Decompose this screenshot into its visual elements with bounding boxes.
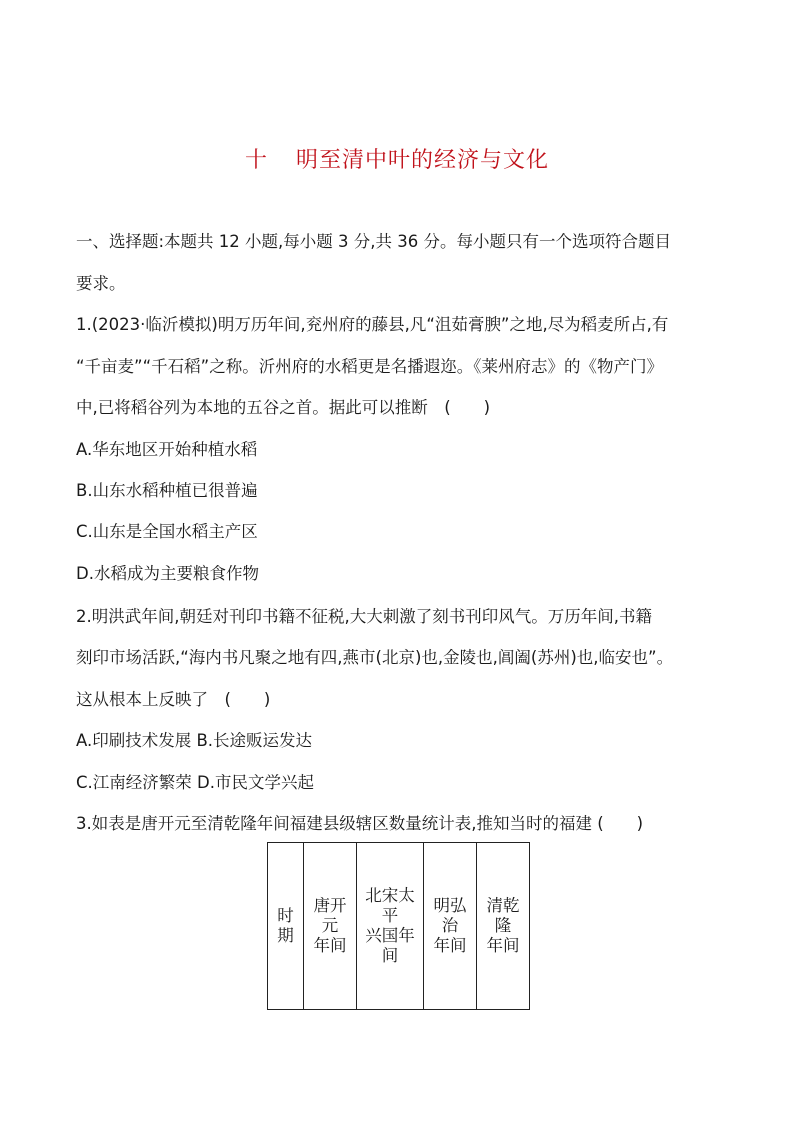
- q1-option-b: B.山东水稻种植已很普遍: [76, 481, 258, 500]
- table-header-cell: 时 期: [268, 843, 304, 1010]
- q1-option-d: D.水稻成为主要粮食作物: [76, 564, 259, 583]
- table-header-cell: 清乾 隆 年间: [477, 843, 530, 1010]
- table-header-cell: 北宋太 平 兴国年 间: [357, 843, 424, 1010]
- section-intro-line2: 要求。: [76, 274, 126, 293]
- q1-stem-line3: 中,已将稻谷列为本地的五谷之首。据此可以推断 ( ): [76, 398, 491, 417]
- q2-stem-line3: 这从根本上反映了 ( ): [76, 690, 271, 709]
- q1-stem-line1: 1.(2023·临沂模拟)明万历年间,兖州府的藤县,凡“沮茹膏腴”之地,尽为稻麦所占,有: [76, 315, 669, 334]
- q1-stem-line2: “千亩麦”“千石稻”之称。沂州府的水稻更是名播遐迩。《莱州府志》的《物产门》: [76, 357, 663, 376]
- q1-option-a: A.华东地区开始种植水稻: [76, 440, 258, 459]
- q2-stem-line1: 2.明洪武年间,朝廷对刊印书籍不征税,大大刺激了刻书刊印风气。万历年间,书籍: [76, 607, 652, 626]
- table-header-cell: 明弘 治 年间: [424, 843, 477, 1010]
- section-intro-line1: 一、选择题:本题共 12 小题,每小题 3 分,共 36 分。每小题只有一个选项符合题目: [76, 232, 672, 251]
- q2-options-cd: C.江南经济繁荣 D.市民文学兴起: [76, 773, 314, 792]
- title-number: 十: [244, 148, 268, 173]
- q3-stem: 3.如表是唐开元至清乾隆年间福建县级辖区数量统计表,推知当时的福建 ( ): [76, 814, 644, 833]
- q2-stem-line2: 刻印市场活跃,“海内书凡聚之地有四,燕市(北京)也,金陵也,阊阖(苏州)也,临安也”。: [76, 648, 674, 667]
- q1-option-c: C.山东是全国水稻主产区: [76, 522, 258, 541]
- q2-options-ab: A.印刷技术发展 B.长途贩运发达: [76, 731, 313, 750]
- table-row: [268, 843, 530, 1010]
- table-header-cell: 唐开 元 年间: [304, 843, 357, 1010]
- title-text: 明至清中叶的经济与文化: [296, 148, 550, 173]
- page-title: [0, 143, 794, 174]
- county-count-table: [267, 842, 530, 1010]
